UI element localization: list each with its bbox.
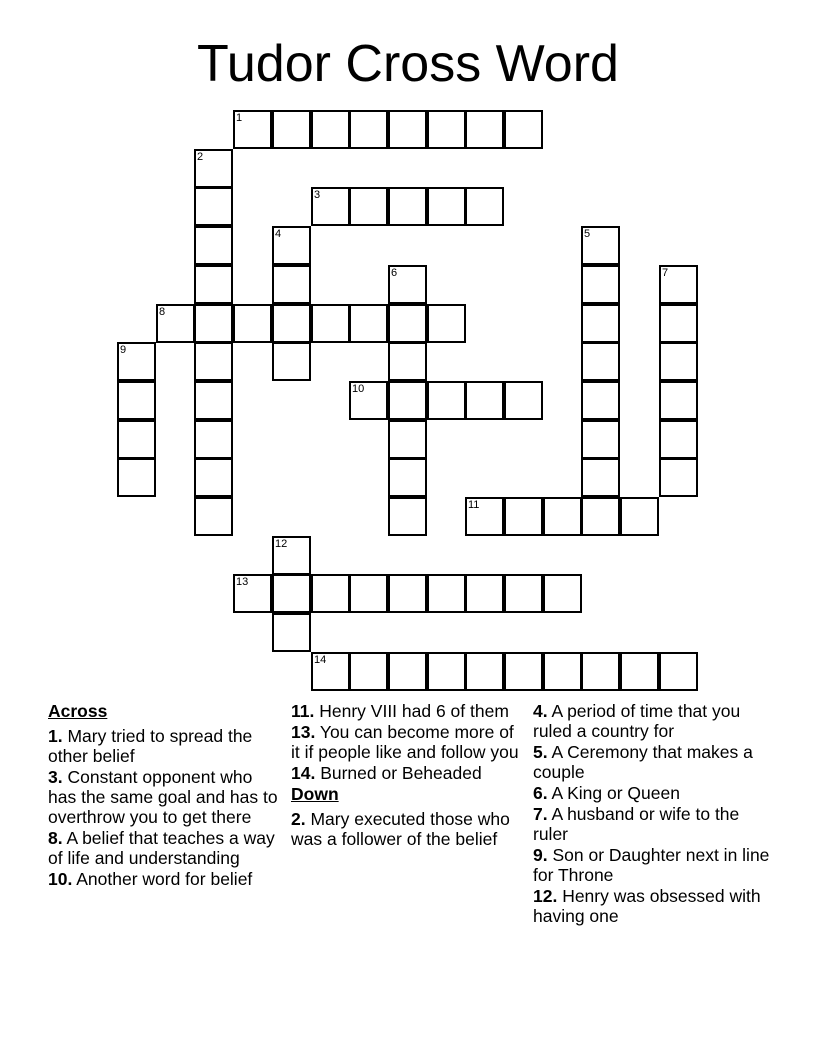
- grid-cell[interactable]: [117, 420, 156, 459]
- clue-number: 2: [197, 151, 204, 163]
- clue-item-number: 8.: [48, 828, 63, 848]
- grid-cell[interactable]: [233, 304, 272, 343]
- across-clue-list-1: [48, 726, 284, 889]
- grid-cell[interactable]: [659, 381, 698, 420]
- clue-item-text: Henry VIII had 6 of them: [314, 701, 509, 721]
- grid-cell[interactable]: [194, 187, 233, 226]
- grid-cell[interactable]: [388, 574, 427, 613]
- clue-number: 9: [120, 344, 127, 356]
- clue-item-text: A belief that teaches a way of life and understanding: [48, 828, 275, 868]
- grid-cell[interactable]: [504, 574, 543, 613]
- clue-number: 10: [352, 383, 365, 395]
- clue-item-number: 5.: [533, 742, 548, 762]
- grid-cell[interactable]: [581, 420, 620, 459]
- grid-cell[interactable]: [311, 110, 350, 149]
- grid-cell[interactable]: [659, 458, 698, 497]
- grid-cell[interactable]: [388, 381, 427, 420]
- grid-cell[interactable]: [427, 652, 466, 691]
- grid-cell[interactable]: [272, 613, 311, 652]
- grid-cell[interactable]: [659, 652, 698, 691]
- grid-cell[interactable]: [349, 652, 388, 691]
- clue-item-number: 11.: [291, 701, 315, 721]
- clue-item-text: You can become more of it if people like and follow you: [291, 722, 519, 762]
- grid-cell[interactable]: [543, 497, 582, 536]
- grid-cell[interactable]: [388, 304, 427, 343]
- grid-cell[interactable]: [465, 497, 504, 536]
- clue-column-2: [291, 701, 527, 850]
- clue-number: 7: [662, 267, 669, 279]
- grid-cell[interactable]: [427, 381, 466, 420]
- clue-item-text: Another word for belief: [72, 869, 253, 889]
- grid-cell[interactable]: [659, 420, 698, 459]
- grid-cell[interactable]: [504, 110, 543, 149]
- grid-cell[interactable]: [659, 304, 698, 343]
- grid-cell[interactable]: [272, 226, 311, 265]
- clue-number: 14: [314, 654, 327, 666]
- clue-item-text: A Ceremony that makes a couple: [533, 742, 753, 782]
- grid-cell[interactable]: [465, 574, 504, 613]
- grid-cell[interactable]: [465, 110, 504, 149]
- clue-item: [533, 783, 773, 803]
- clue-item: [291, 701, 527, 721]
- grid-cell[interactable]: [194, 265, 233, 304]
- grid-cell[interactable]: [504, 497, 543, 536]
- grid-cell[interactable]: [543, 574, 582, 613]
- grid-cell[interactable]: [388, 265, 427, 304]
- grid-cell[interactable]: [349, 574, 388, 613]
- clue-number: 4: [275, 228, 282, 240]
- clue-number: 1: [236, 112, 243, 124]
- clue-item-text: Son or Daughter next in line for Throne: [533, 845, 770, 885]
- clue-item: [291, 722, 527, 762]
- grid-cell[interactable]: [388, 110, 427, 149]
- grid-cell[interactable]: [659, 342, 698, 381]
- clue-item: [48, 828, 284, 868]
- grid-cell[interactable]: [117, 342, 156, 381]
- down-clue-list-1: [291, 809, 527, 849]
- clue-item: [533, 886, 773, 926]
- grid-cell[interactable]: [194, 149, 233, 188]
- clue-item: [533, 701, 773, 741]
- grid-cell[interactable]: [233, 110, 272, 149]
- clue-item-number: 10.: [48, 869, 73, 889]
- grid-cell[interactable]: [388, 497, 427, 536]
- grid-cell[interactable]: [272, 110, 311, 149]
- clue-item-number: 14.: [291, 763, 316, 783]
- grid-cell[interactable]: [272, 304, 311, 343]
- grid-cell[interactable]: [194, 304, 233, 343]
- grid-cell[interactable]: [272, 265, 311, 304]
- grid-cell[interactable]: [427, 574, 466, 613]
- grid-cell[interactable]: [581, 265, 620, 304]
- grid-cell[interactable]: [388, 342, 427, 381]
- grid-cell[interactable]: [465, 381, 504, 420]
- clue-number: 13: [236, 576, 249, 588]
- clue-number: 5: [584, 228, 591, 240]
- clue-column-1: [48, 701, 284, 890]
- grid-cell[interactable]: [427, 187, 466, 226]
- across-heading: Across: [48, 701, 108, 721]
- grid-cell[interactable]: [659, 265, 698, 304]
- clue-item: [533, 845, 773, 885]
- grid-cell[interactable]: [504, 652, 543, 691]
- grid-cell[interactable]: [272, 574, 311, 613]
- grid-cell[interactable]: [465, 187, 504, 226]
- clue-item-number: 2.: [291, 809, 306, 829]
- grid-cell[interactable]: [581, 652, 620, 691]
- grid-cell[interactable]: [465, 652, 504, 691]
- down-clue-list-2: [533, 701, 773, 926]
- grid-cell[interactable]: [427, 110, 466, 149]
- grid-cell[interactable]: [620, 497, 659, 536]
- grid-cell[interactable]: [581, 458, 620, 497]
- clue-item-text: A period of time that you ruled a country for: [533, 701, 741, 741]
- clue-item-text: Burned or Beheaded: [315, 763, 482, 783]
- clue-item-text: A King or Queen: [547, 783, 680, 803]
- grid-cell[interactable]: [581, 497, 620, 536]
- clue-number: 12: [275, 538, 288, 550]
- clue-item-text: Mary executed those who was a follower of the belief: [291, 809, 510, 849]
- clue-column-3: [533, 701, 773, 927]
- clue-number: 3: [314, 189, 321, 201]
- clue-item-number: 3.: [48, 767, 63, 787]
- grid-cell[interactable]: [349, 110, 388, 149]
- grid-cell[interactable]: [581, 381, 620, 420]
- clue-item: [533, 742, 773, 782]
- clue-item-text: A husband or wife to the ruler: [533, 804, 740, 844]
- clue-item-number: 7.: [533, 804, 548, 824]
- grid-cell[interactable]: [388, 420, 427, 459]
- grid-cell[interactable]: [349, 381, 388, 420]
- grid-cell[interactable]: [311, 304, 350, 343]
- grid-cell[interactable]: [504, 381, 543, 420]
- down-heading: Down: [291, 784, 339, 804]
- clue-item-number: 4.: [533, 701, 548, 721]
- clue-item: [291, 763, 527, 783]
- grid-cell[interactable]: [620, 652, 659, 691]
- clue-number: 8: [159, 306, 166, 318]
- grid-cell[interactable]: [272, 342, 311, 381]
- grid-cell[interactable]: [311, 652, 350, 691]
- grid-cell[interactable]: [194, 226, 233, 265]
- grid-cell[interactable]: [117, 458, 156, 497]
- grid-cell[interactable]: [581, 304, 620, 343]
- clue-item: [533, 804, 773, 844]
- clue-item: [291, 809, 527, 849]
- page-title: Tudor Cross Word: [197, 35, 619, 93]
- clue-item-number: 9.: [533, 845, 548, 865]
- grid-cell[interactable]: [194, 342, 233, 381]
- clue-item-number: 1.: [48, 726, 63, 746]
- grid-cell[interactable]: [272, 536, 311, 575]
- grid-cell[interactable]: [388, 652, 427, 691]
- clue-number: 6: [391, 267, 398, 279]
- grid-cell[interactable]: [156, 304, 195, 343]
- grid-cell[interactable]: [311, 574, 350, 613]
- clue-item-text: Henry was obsessed with having one: [533, 886, 761, 926]
- clue-item-number: 6.: [533, 783, 548, 803]
- grid-cell[interactable]: [388, 187, 427, 226]
- grid-cell[interactable]: [117, 381, 156, 420]
- grid-cell[interactable]: [543, 652, 582, 691]
- across-clue-list-2: [291, 701, 527, 783]
- grid-cell[interactable]: [194, 420, 233, 459]
- grid-cell[interactable]: [233, 574, 272, 613]
- grid-cell[interactable]: [349, 304, 388, 343]
- clue-item-text: Constant opponent who has the same goal and has to overthrow you to get there: [48, 767, 278, 827]
- grid-cell[interactable]: [194, 497, 233, 536]
- grid-cell[interactable]: [581, 342, 620, 381]
- clue-item: [48, 767, 284, 827]
- clue-item: [48, 869, 284, 889]
- clue-item-number: 12.: [533, 886, 558, 906]
- clue-item-text: Mary tried to spread the other belief: [48, 726, 253, 766]
- grid-cell[interactable]: [194, 458, 233, 497]
- grid-cell[interactable]: [311, 187, 350, 226]
- grid-cell[interactable]: [349, 187, 388, 226]
- clue-item-number: 13.: [291, 722, 316, 742]
- clue-number: 11: [468, 499, 480, 511]
- grid-cell[interactable]: [388, 458, 427, 497]
- grid-cell[interactable]: [194, 381, 233, 420]
- clue-item: [48, 726, 284, 766]
- grid-cell[interactable]: [427, 304, 466, 343]
- grid-cell[interactable]: [581, 226, 620, 265]
